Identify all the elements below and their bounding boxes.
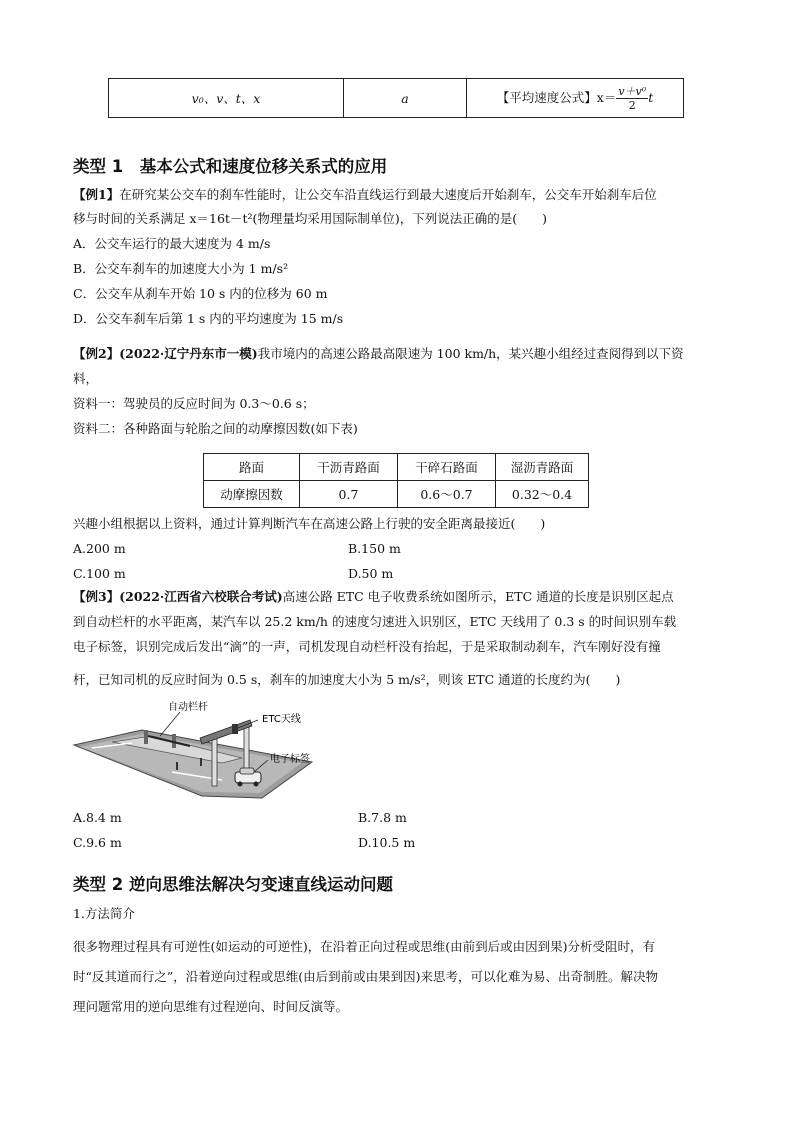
table-cell: v₀、v、t、x xyxy=(109,79,344,118)
gantry-pole xyxy=(212,734,217,786)
table-cell: 0.6～0.7 xyxy=(398,481,496,508)
option-c: C.9.6 m xyxy=(73,835,122,850)
option-a: A.200 m xyxy=(73,541,126,556)
paragraph-line-1: 很多物理过程具有可逆性(如运动的可逆性)，在沿着正向过程或思维(由前到后或由因到果)分析受阻时，有 xyxy=(73,939,656,954)
example-3-line-2: 到自动栏杆的水平距离，某汽车以 25.2 km/h 的速度匀速进入识别区，ETC 天线用了 0.3 s 的时间识别车载 xyxy=(73,614,677,629)
option-a: A.8.4 m xyxy=(73,810,122,825)
option-a: A．公交车运行的最大速度为 4 m/s xyxy=(73,236,271,251)
table-cell: 湿沥青路面 xyxy=(496,454,589,481)
label-antenna: ETC天线 xyxy=(262,714,301,725)
formula-table xyxy=(108,78,684,118)
option-c: C.100 m xyxy=(73,566,126,581)
example-3-line-1: 【例3】(2022·江西省六校联合考试)高速公路 ETC 电子收费系统如图所示，ETC 通道的长度是识别区起点 xyxy=(73,589,674,604)
example-1-line-2: 移与时间的关系满足 x＝16t－t²(物理量均采用国际制单位)，下列说法正确的是( ) xyxy=(73,211,547,226)
option-d: D.10.5 m xyxy=(358,835,416,850)
method-intro-heading: 1.方法简介 xyxy=(73,906,135,921)
table-cell: 路面 xyxy=(204,454,300,481)
example-2-line-1: 【例2】(2022·辽宁丹东市一模)我市境内的高速公路最高限速为 100 km/h，某兴趣小组经过查阅得到以下资 xyxy=(73,346,684,361)
example-3-line-3: 电子标签，识别完成后发出“滴”的一声，司机发现自动栏杆没有抬起，于是采取制动刹车，汽车刚好没有撞 xyxy=(73,639,661,654)
example-2-line-2: 料， xyxy=(73,371,99,386)
option-b: B.150 m xyxy=(348,541,401,556)
info-2: 资料二：各种路面与轮胎之间的动摩擦因数(如下表) xyxy=(73,421,358,436)
paragraph-line-2: 时“反其道而行之”，沿着逆向过程或思维(由后到前或由果到因)来思考，可以化难为易、出奇制胜。解决物 xyxy=(73,969,659,984)
example-3-line-4: 杆，已知司机的反应时间为 0.5 s，刹车的加速度大小为 5 m/s²，则该 ETC 通道的长度约为( ) xyxy=(73,672,621,687)
section-2-title: 类型 2 逆向思维法解决匀变速直线运动问题 xyxy=(73,875,393,894)
example-1-line-1: 【例1】在研究某公交车的刹车性能时，让公交车沿直线运行到最大速度后开始刹车，公交车开始刹车后位 xyxy=(73,187,657,202)
etc-antenna xyxy=(232,724,238,734)
example-2-question: 兴趣小组根据以上资料，通过计算判断汽车在高速公路上行驶的安全距离最接近( ) xyxy=(73,516,546,531)
table-row xyxy=(204,454,589,481)
table-row xyxy=(109,79,684,118)
friction-table xyxy=(203,453,589,508)
average-velocity-formula: 【平均速度公式】x＝ $\frac{\text{v＋v⁰}}{2}$ t xyxy=(467,79,684,118)
table-cell: 0.32～0.4 xyxy=(496,481,589,508)
section-1-title: 类型 1 基本公式和速度位移关系式的应用 xyxy=(73,157,388,176)
leader-line xyxy=(160,712,180,736)
table-cell: 动摩擦因数 xyxy=(204,481,300,508)
table-row xyxy=(204,481,589,508)
option-d: D．公交车刹车后第 1 s 内的平均速度为 15 m/s xyxy=(73,311,344,326)
info-1: 资料一：驾驶员的反应时间为 0.3～0.6 s； xyxy=(73,396,315,411)
table-cell: 干沥青路面 xyxy=(300,454,398,481)
label-gate: 自动栏杆 xyxy=(168,702,208,713)
table-cell: 0.7 xyxy=(300,481,398,508)
table-cell: a xyxy=(344,79,467,118)
etc-figure xyxy=(72,700,352,800)
option-d: D.50 m xyxy=(348,566,394,581)
paragraph-line-3: 理问题常用的逆向思维有过程逆向、时间反演等。 xyxy=(73,999,349,1014)
sign-post xyxy=(200,758,202,766)
label-tag: 电子标签 xyxy=(270,754,310,765)
option-b: B．公交车刹车的加速度大小为 1 m/s² xyxy=(73,261,289,276)
sign-post xyxy=(176,762,178,770)
gate-post xyxy=(144,730,148,744)
table-cell: 干碎石路面 xyxy=(398,454,496,481)
option-c: C．公交车从刹车开始 10 s 内的位移为 60 m xyxy=(73,286,328,301)
option-b: B.7.8 m xyxy=(358,810,407,825)
